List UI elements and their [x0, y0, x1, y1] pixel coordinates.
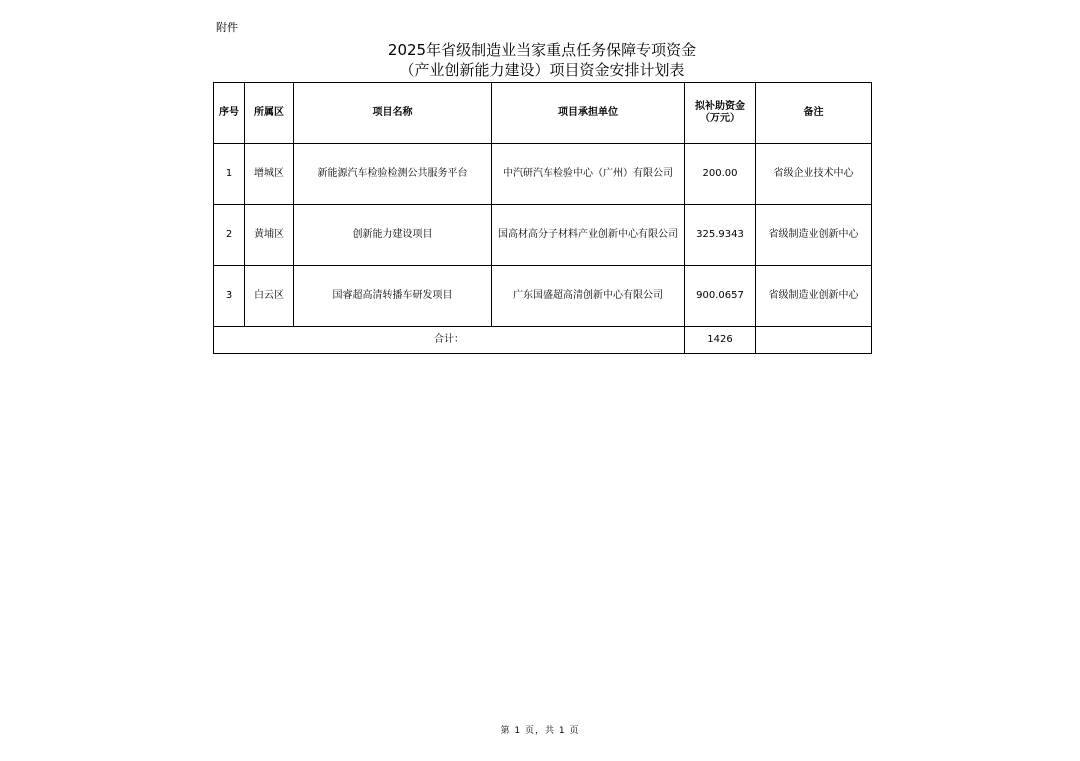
- cell-district: 增城区: [245, 144, 294, 205]
- cell-subsidy: 900.0657: [685, 266, 756, 327]
- cell-seq: 3: [214, 266, 245, 327]
- page-footer: 第 1 页，共 1 页: [500, 726, 580, 736]
- page-title: 2025年省级制造业当家重点任务保障专项资金: [387, 41, 697, 59]
- total-remarks: [756, 327, 872, 354]
- table-row: [214, 266, 872, 327]
- cell-undertaker: 国高材高分子材料产业创新中心有限公司: [492, 205, 685, 266]
- cell-project-name: 国睿超高清转播车研发项目: [294, 266, 492, 327]
- header-subsidy: [685, 83, 756, 144]
- header-remarks: 备注: [756, 83, 872, 144]
- cell-district: 黄埔区: [245, 205, 294, 266]
- cell-seq: 1: [214, 144, 245, 205]
- cell-seq: 2: [214, 205, 245, 266]
- header-district: 所属区: [245, 83, 294, 144]
- cell-remarks: 省级企业技术中心: [756, 144, 872, 205]
- total-label: 合计：: [214, 327, 685, 354]
- table-header-row: [214, 83, 872, 144]
- header-project-name: 项目名称: [294, 83, 492, 144]
- cell-project-name: 创新能力建设项目: [294, 205, 492, 266]
- total-value: 1426: [685, 327, 756, 354]
- table-total-row: [214, 327, 872, 354]
- table-row: [214, 205, 872, 266]
- header-undertaker: 项目承担单位: [492, 83, 685, 144]
- funding-plan-table: [213, 82, 872, 354]
- header-seq: 序号: [214, 83, 245, 144]
- header-subsidy-line1: 拟补助资金: [695, 100, 745, 112]
- table-row: [214, 144, 872, 205]
- cell-undertaker: 广东国盛超高清创新中心有限公司: [492, 266, 685, 327]
- header-subsidy-line2: （万元）: [700, 113, 740, 124]
- cell-remarks: 省级制造业创新中心: [756, 266, 872, 327]
- cell-district: 白云区: [245, 266, 294, 327]
- cell-remarks: 省级制造业创新中心: [756, 205, 872, 266]
- page-subtitle: （产业创新能力建设）项目资金安排计划表: [399, 61, 685, 79]
- cell-subsidy: 325.9343: [685, 205, 756, 266]
- cell-project-name: 新能源汽车检验检测公共服务平台: [294, 144, 492, 205]
- attachment-label: 附件: [216, 21, 238, 34]
- cell-undertaker: 中汽研汽车检验中心（广州）有限公司: [492, 144, 685, 205]
- cell-subsidy: 200.00: [685, 144, 756, 205]
